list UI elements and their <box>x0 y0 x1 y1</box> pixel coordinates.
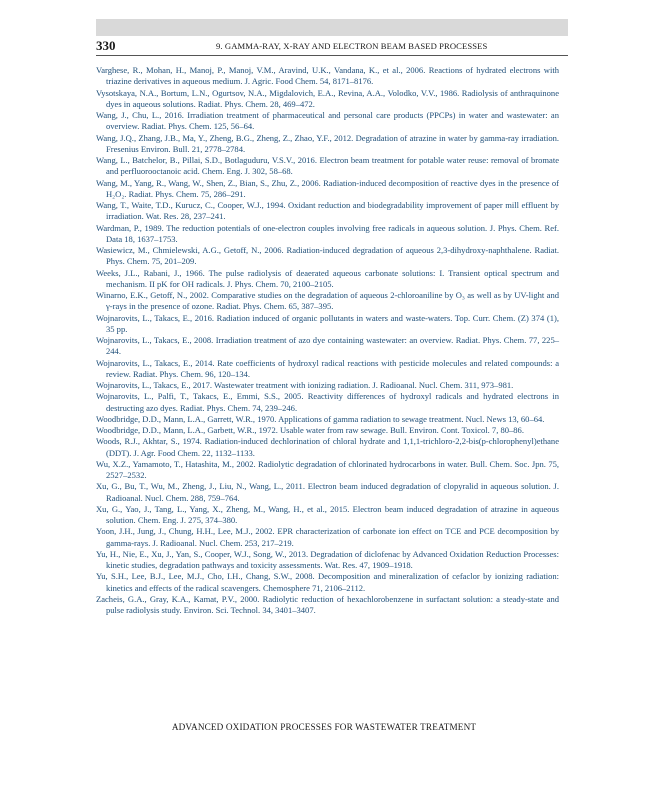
reference-item: Wang, T., Waite, T.D., Kurucz, C., Cooper, W.J., 1994. Oxidant reduction and biodegradability improvement of paper mill effluent by irradiation. Wat. Res. 28, 237–241. <box>96 200 559 222</box>
reference-item: Xu, G., Yao, J., Tang, L., Yang, X., Zheng, M., Wang, H., et al., 2015. Electron beam induced degradation of atrazine in aqueous solution. Chem. Eng. J. 275, 374–380. <box>96 503 559 525</box>
reference-item: Vysotskaya, N.A., Bortum, L.N., Ogurtsov, N.A., Migdalovich, E.A., Revina, A.A., Volodko, V.V., 1986. Radiolysis of anthraquinone dyes in aqueous solutions. Radiat. Phys. Chem. 28, 469–472. <box>96 87 559 109</box>
reference-item: Woods, R.J., Akhtar, S., 1974. Radiation-induced dechlorination of chloral hydrate and 1,1,1-trichloro-2,2-bis(p-chlorophenyl)ethane (DDT). J. Agr. Food Chem. 22, 1132–1133. <box>96 436 559 458</box>
reference-item: Wardman, P., 1989. The reduction potentials of one-electron couples involving free radicals in aqueous solution. J. Phys. Chem. Ref. Data 18, 1637–1753. <box>96 222 559 244</box>
book-title-footer: ADVANCED OXIDATION PROCESSES FOR WASTEWATER TREATMENT <box>171 722 477 732</box>
header-band <box>96 19 568 36</box>
page-header <box>96 38 568 54</box>
reference-item: Wang, M., Yang, R., Wang, W., Shen, Z., Bian, S., Zhu, Z., 2006. Radiation-induced decomposition of reactive dyes in the presence of H₂O₂. Radiat. Phys. Chem. 75, 286–291. <box>96 177 559 199</box>
reference-item: Xu, G., Bu, T., Wu, M., Zheng, J., Liu, N., Wang, L., 2011. Electron beam induced degradation of clopyralid in aqueous solution. J. Radioanal. Nucl. Chem. 288, 759–764. <box>96 481 559 503</box>
reference-item: Varghese, R., Mohan, H., Manoj, P., Manoj, V.M., Aravind, U.K., Vandana, K., et al., 2006. Reactions of hydrated electrons with triazine derivatives in aqueous medium. J. Agric. Food Chem. 54, 8171–8176. <box>96 65 559 87</box>
reference-item: Weeks, J.L., Rabani, J., 1966. The pulse radiolysis of deaerated aqueous carbonate solutions: I. Transient optical spectrum and mechanism. II pK for OH radicals. J. Phys. Chem. 70, 2100–2105. <box>96 267 559 289</box>
reference-item: Yu, S.H., Lee, B.J., Lee, M.J., Cho, I.H., Chang, S.W., 2008. Decomposition and mineralization of cefaclor by ionizing radiation: kinetics and effects of the radical scavengers. Chemosphere 71, 2106–2112. <box>96 571 559 593</box>
reference-item: Wang, J.Q., Zhang, J.B., Ma, Y., Zheng, B.G., Zheng, Z., Zhao, Y.F., 2012. Degradation of atrazine in water by gamma-ray irradiation. Fresenius Environ. Bull. 21, 2778–2784. <box>96 132 559 154</box>
header-rule <box>96 55 568 56</box>
reference-item: Wojnarovits, L., Takacs, E., 2008. Irradiation treatment of azo dye containing wastewater: an overview. Radiat. Phys. Chem. 77, 225–244. <box>96 335 559 357</box>
reference-list <box>96 65 559 616</box>
reference-item: Wang, J., Chu, L., 2016. Irradiation treatment of pharmaceutical and personal care products (PPCPs) in water and wastewater: an overview. Radiat. Phys. Chem. 125, 56–64. <box>96 110 559 132</box>
reference-item: Woodbridge, D.D., Mann, L.A., Garrett, W.R., 1970. Applications of gamma radiation to sewage treatment. Nucl. News 13, 60–64. <box>96 413 545 424</box>
reference-item: Winarno, E.K., Getoff, N., 2002. Comparative studies on the degradation of aqueous 2-chloroaniline by O₃ as well as by UV-light and γ-rays in the presence of ozone. Radiat. Phys. Chem. 65, 387–395. <box>96 290 559 312</box>
reference-item: Zacheis, G.A., Gray, K.A., Kamat, P.V., 2000. Radiolytic reduction of hexachlorobenzene in surfactant solution: a steady-state and pulse radiolysis study. Environ. Sci. Technol. 34, 3401–3407. <box>96 593 559 615</box>
page-number: 330 <box>96 38 116 53</box>
reference-item: Yu, H., Nie, E., Xu, J., Yan, S., Cooper, W.J., Song, W., 2013. Degradation of diclofenac by Advanced Oxidation Reduction Processes: kinetic studies, degradation pathways and toxicity assessments. Wat. Res. 47, 1909–1918. <box>96 548 559 570</box>
reference-item: Yoon, J.H., Jung, J., Chung, H.H., Lee, M.J., 2002. EPR characterization of carbonate ion effect on TCE and PCE decomposition by gamma-rays. J. Radioanal. Nucl. Chem. 253, 217–219. <box>96 526 559 548</box>
reference-item: Woodbridge, D.D., Mann, L.A., Garbett, W.R., 1972. Usable water from raw sewage. Bull. Environ. Cont. Toxicol. 7, 80–86. <box>96 425 524 435</box>
reference-item: Wu, X.Z., Yamamoto, T., Hatashita, M., 2002. Radiolytic degradation of chlorinated hydrocarbons in water. Bull. Chem. Soc. Jpn. 75, 2527–2532. <box>96 458 559 480</box>
running-head: 9. GAMMA-RAY, X-RAY AND ELECTRON BEAM BASED PROCESSES <box>216 41 488 51</box>
reference-item: Wang, L., Batchelor, B., Pillai, S.D., Botlaguduru, V.S.V., 2016. Electron beam treatment for potable water reuse: removal of bromate and perfluorooctanoic acid. Chem. Eng. J. 302, 58–68. <box>96 155 559 177</box>
reference-item: Wasiewicz, M., Chmielewski, A.G., Getoff, N., 2006. Radiation-induced degradation of aqueous 2,3-dihydroxy-naphthalene. Radiat. Phys. Chem. 75, 201–209. <box>96 245 559 267</box>
reference-item: Wojnarovits, L., Palfi, T., Takacs, E., Emmi, S.S., 2005. Reactivity differences of hydroxyl radicals and hydrated electrons in destructing azo dyes. Radiat. Phys. Chem. 74, 239–246. <box>96 391 559 413</box>
reference-item: Wojnarovits, L., Takacs, E., 2017. Wastewater treatment with ionizing radiation. J. Radioanal. Nucl. Chem. 311, 973–981. <box>96 380 514 390</box>
reference-item: Wojnarovits, L., Takacs, E., 2016. Radiation induced of organic pollutants in waters and waste-waters. Top. Curr. Chem. (Z) 374 (1), 35 pp. <box>96 312 559 334</box>
reference-item: Wojnarovits, L., Takacs, E., 2014. Rate coefficients of hydroxyl radical reactions with pesticide molecules and related compounds: a review. Radiat. Phys. Chem. 96, 120–134. <box>96 357 559 379</box>
